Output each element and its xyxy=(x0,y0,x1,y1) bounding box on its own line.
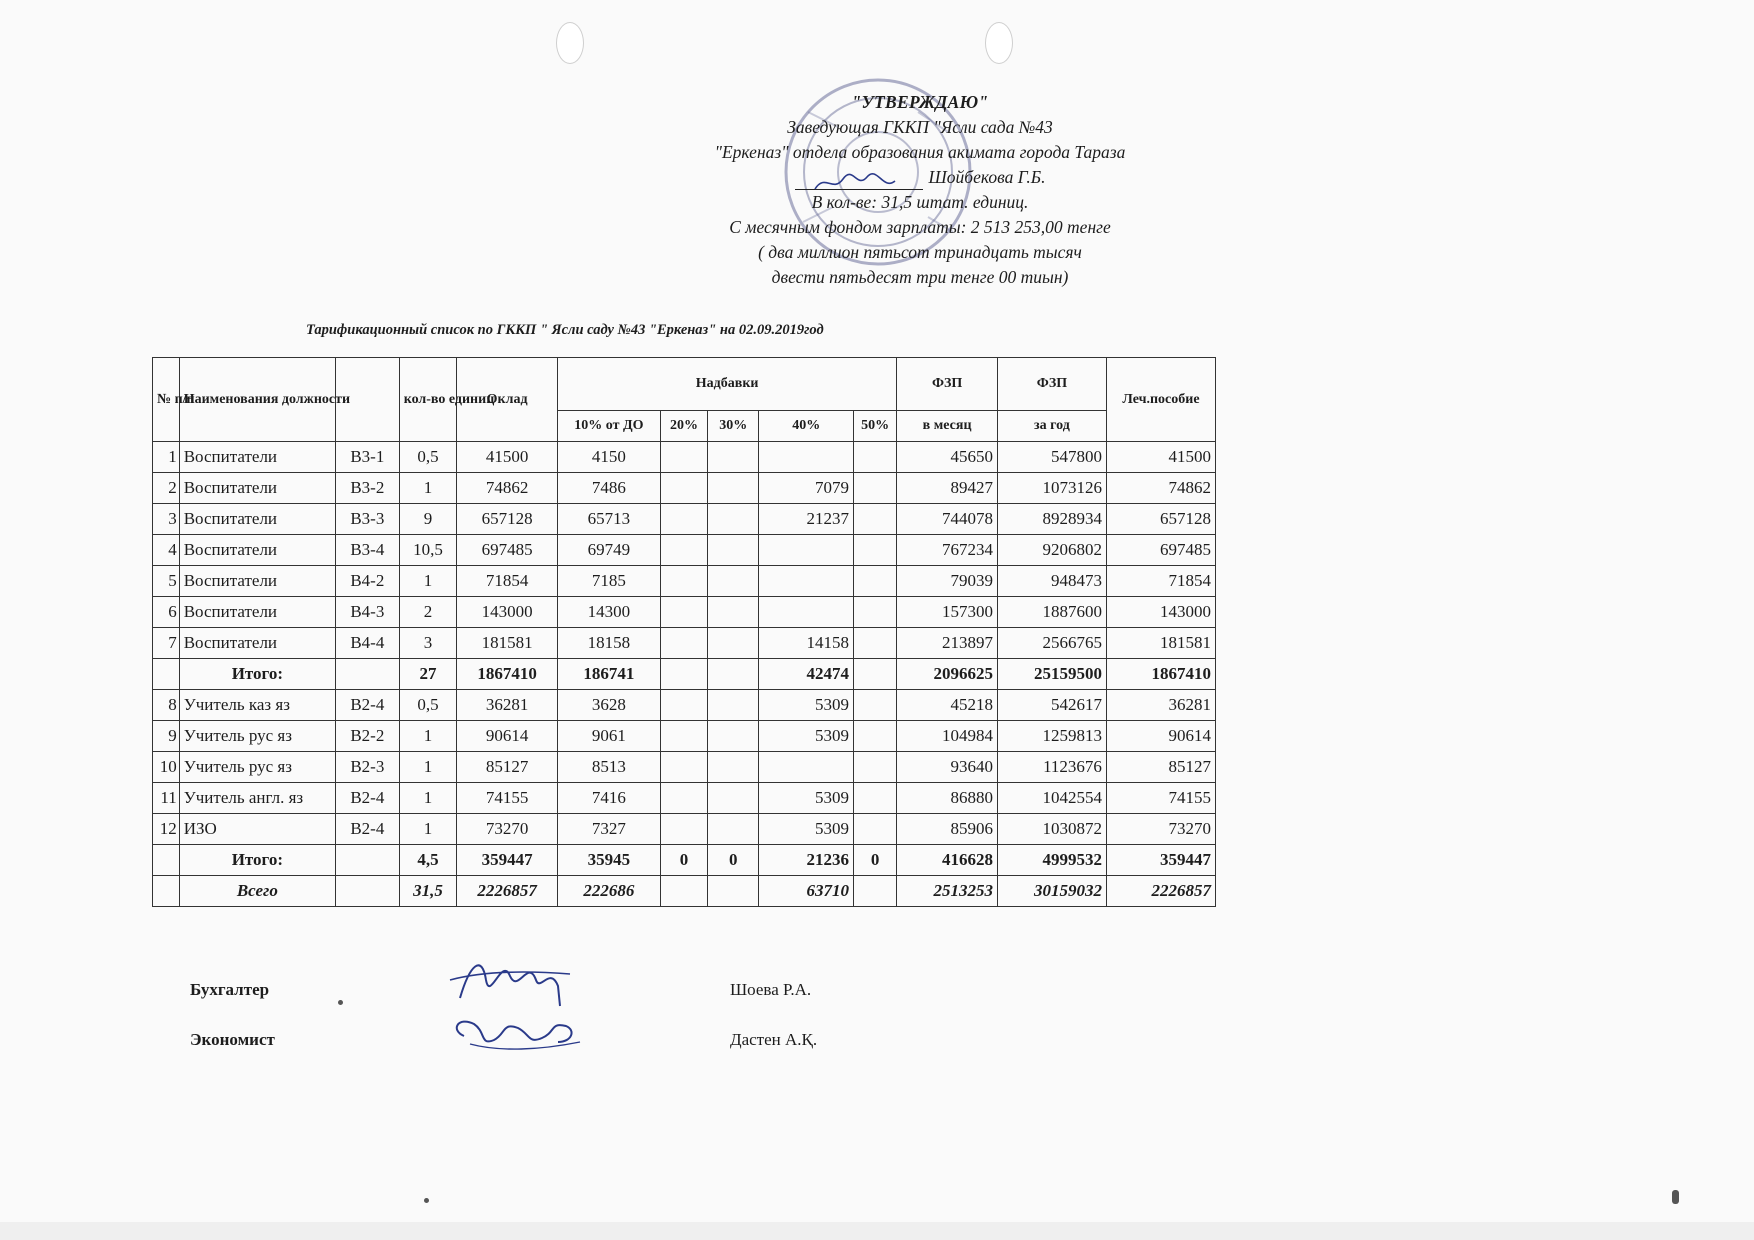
cell-total-salary: 2226857 xyxy=(457,876,558,907)
signature-role-economist: Экономист xyxy=(190,1030,275,1049)
director-signature-icon xyxy=(795,171,923,193)
cell-salary: 71854 xyxy=(457,566,558,597)
table-row xyxy=(153,442,1216,473)
cell-total-a20: 0 xyxy=(660,845,707,876)
cell-a10: 7486 xyxy=(558,473,661,504)
header-a50: 50% xyxy=(854,411,897,442)
cell-a20 xyxy=(660,752,707,783)
cell-sick: 181581 xyxy=(1106,628,1215,659)
cell-fzp-month: 767234 xyxy=(897,535,998,566)
cell-n: 5 xyxy=(153,566,180,597)
grand-total-row xyxy=(153,876,1216,907)
cell-sick: 74862 xyxy=(1106,473,1215,504)
cell-total-a30 xyxy=(708,659,759,690)
cell-a10: 18158 xyxy=(558,628,661,659)
header-fzp-month-sub: в месяц xyxy=(897,411,998,442)
cell-a40: 21237 xyxy=(759,504,854,535)
table-row xyxy=(153,473,1216,504)
document-title: Тарификационный список по ГККП " Ясли саду №43 "Еркеназ" на 02.09.2019год xyxy=(306,322,824,338)
header-a10: 10% от ДО xyxy=(558,411,661,442)
cell-a50 xyxy=(854,535,897,566)
scan-speck xyxy=(424,1198,429,1203)
cell-a10: 3628 xyxy=(558,690,661,721)
cell-salary: 90614 xyxy=(457,721,558,752)
header-fzp-month: ФЗП xyxy=(897,358,998,411)
cell-fzp-month: 45218 xyxy=(897,690,998,721)
header-allowances: Надбавки xyxy=(558,358,897,411)
cell-a10: 14300 xyxy=(558,597,661,628)
cell-qty: 9 xyxy=(399,504,457,535)
cell-total-sick: 359447 xyxy=(1106,845,1215,876)
cell-a50 xyxy=(854,628,897,659)
cell-n: 1 xyxy=(153,442,180,473)
cell-n: 7 xyxy=(153,628,180,659)
cell-grade: В3-1 xyxy=(335,442,399,473)
cell-qty: 1 xyxy=(399,566,457,597)
cell-fzp-month: 104984 xyxy=(897,721,998,752)
cell-a20 xyxy=(660,628,707,659)
cell-a40 xyxy=(759,442,854,473)
cell-sick: 143000 xyxy=(1106,597,1215,628)
cell-salary: 41500 xyxy=(457,442,558,473)
cell-total-a10: 186741 xyxy=(558,659,661,690)
cell-salary: 657128 xyxy=(457,504,558,535)
cell-total-a50 xyxy=(854,876,897,907)
cell-grade: В4-2 xyxy=(335,566,399,597)
cell-total-salary: 359447 xyxy=(457,845,558,876)
cell-total-label: Всего xyxy=(179,876,335,907)
signature-role-accountant: Бухгалтер xyxy=(190,980,270,999)
cell-a30 xyxy=(708,752,759,783)
cell-qty: 3 xyxy=(399,628,457,659)
cell-total-a40: 63710 xyxy=(759,876,854,907)
cell-total-grade xyxy=(335,845,399,876)
cell-position: Учитель каз яз xyxy=(179,690,335,721)
cell-n: 11 xyxy=(153,783,180,814)
header-salary: Оклад xyxy=(457,358,558,442)
cell-total-qty: 27 xyxy=(399,659,457,690)
header-qty: кол-во единиц xyxy=(399,358,457,442)
cell-salary: 73270 xyxy=(457,814,558,845)
cell-position: Учитель рус яз xyxy=(179,752,335,783)
cell-total-fzp-month: 416628 xyxy=(897,845,998,876)
header-a20: 20% xyxy=(660,411,707,442)
approval-title: "УТВЕРЖДАЮ" xyxy=(851,92,989,112)
table-row xyxy=(153,690,1216,721)
cell-grade: В2-3 xyxy=(335,752,399,783)
cell-a40: 5309 xyxy=(759,721,854,752)
cell-blank xyxy=(153,876,180,907)
cell-sick: 85127 xyxy=(1106,752,1215,783)
cell-salary: 85127 xyxy=(457,752,558,783)
header-fzp-year: ФЗП xyxy=(997,358,1106,411)
cell-fzp-month: 89427 xyxy=(897,473,998,504)
cell-a10: 9061 xyxy=(558,721,661,752)
cell-qty: 1 xyxy=(399,721,457,752)
cell-salary: 181581 xyxy=(457,628,558,659)
cell-grade: В2-4 xyxy=(335,783,399,814)
header-a40: 40% xyxy=(759,411,854,442)
cell-grade: В2-2 xyxy=(335,721,399,752)
cell-total-qty: 4,5 xyxy=(399,845,457,876)
cell-sick: 73270 xyxy=(1106,814,1215,845)
cell-fzp-year: 948473 xyxy=(997,566,1106,597)
cell-fzp-month: 45650 xyxy=(897,442,998,473)
cell-a20 xyxy=(660,814,707,845)
signatures-block xyxy=(190,980,950,1080)
cell-n: 2 xyxy=(153,473,180,504)
cell-salary: 697485 xyxy=(457,535,558,566)
cell-a50 xyxy=(854,721,897,752)
subtotal-row xyxy=(153,659,1216,690)
header-a30: 30% xyxy=(708,411,759,442)
approval-signature-line xyxy=(600,165,1240,190)
cell-a10: 8513 xyxy=(558,752,661,783)
cell-a30 xyxy=(708,473,759,504)
cell-fzp-year: 1030872 xyxy=(997,814,1106,845)
cell-a10: 7327 xyxy=(558,814,661,845)
cell-sick: 71854 xyxy=(1106,566,1215,597)
cell-grade: В2-4 xyxy=(335,814,399,845)
cell-qty: 1 xyxy=(399,473,457,504)
table-row xyxy=(153,535,1216,566)
cell-fzp-year: 1259813 xyxy=(997,721,1106,752)
table-row xyxy=(153,504,1216,535)
cell-n: 10 xyxy=(153,752,180,783)
cell-a40 xyxy=(759,566,854,597)
cell-sick: 90614 xyxy=(1106,721,1215,752)
cell-sick: 697485 xyxy=(1106,535,1215,566)
economist-signature-icon xyxy=(440,996,610,1060)
cell-total-a50 xyxy=(854,659,897,690)
cell-qty: 1 xyxy=(399,783,457,814)
cell-a50 xyxy=(854,690,897,721)
approval-line-5: С месячным фондом зарплаты: 2 513 253,00 тенге xyxy=(729,217,1111,237)
cell-a30 xyxy=(708,690,759,721)
cell-a20 xyxy=(660,535,707,566)
signature-person-economist: Дастен А.Қ. xyxy=(730,1030,818,1049)
punch-hole-left xyxy=(556,22,584,64)
cell-position: Воспитатели xyxy=(179,597,335,628)
cell-qty: 1 xyxy=(399,814,457,845)
approval-block xyxy=(600,90,1240,290)
cell-a20 xyxy=(660,597,707,628)
subtotal-row xyxy=(153,845,1216,876)
tarif-table xyxy=(152,357,1216,907)
cell-qty: 10,5 xyxy=(399,535,457,566)
cell-blank xyxy=(153,659,180,690)
cell-a50 xyxy=(854,504,897,535)
approval-signer: Шойбекова Г.Б. xyxy=(928,167,1046,187)
cell-fzp-year: 547800 xyxy=(997,442,1106,473)
cell-grade: В4-3 xyxy=(335,597,399,628)
table-row xyxy=(153,566,1216,597)
cell-n: 4 xyxy=(153,535,180,566)
table-row xyxy=(153,597,1216,628)
cell-total-sick: 1867410 xyxy=(1106,659,1215,690)
cell-a20 xyxy=(660,721,707,752)
scan-bottom-strip xyxy=(0,1222,1754,1240)
cell-a30 xyxy=(708,566,759,597)
cell-position: Воспитатели xyxy=(179,566,335,597)
cell-position: Воспитатели xyxy=(179,535,335,566)
cell-fzp-year: 1042554 xyxy=(997,783,1106,814)
cell-a40 xyxy=(759,535,854,566)
cell-grade: В2-4 xyxy=(335,690,399,721)
cell-a40: 5309 xyxy=(759,814,854,845)
cell-fzp-month: 157300 xyxy=(897,597,998,628)
cell-total-sick: 2226857 xyxy=(1106,876,1215,907)
cell-n: 8 xyxy=(153,690,180,721)
cell-n: 3 xyxy=(153,504,180,535)
header-num: № п/п xyxy=(153,358,180,442)
cell-qty: 0,5 xyxy=(399,442,457,473)
cell-a50 xyxy=(854,566,897,597)
signature-person-accountant: Шоева Р.А. xyxy=(730,980,812,999)
cell-a20 xyxy=(660,442,707,473)
approval-line-4: В кол-ве: 31,5 штат. единиц. xyxy=(811,192,1029,212)
cell-fzp-year: 1887600 xyxy=(997,597,1106,628)
cell-total-fzp-month: 2513253 xyxy=(897,876,998,907)
cell-a30 xyxy=(708,442,759,473)
cell-a40 xyxy=(759,752,854,783)
cell-a30 xyxy=(708,504,759,535)
cell-fzp-month: 93640 xyxy=(897,752,998,783)
cell-a30 xyxy=(708,783,759,814)
cell-fzp-year: 542617 xyxy=(997,690,1106,721)
cell-total-a50: 0 xyxy=(854,845,897,876)
signature-row-economist xyxy=(190,1030,950,1080)
cell-total-a10: 35945 xyxy=(558,845,661,876)
cell-a40: 5309 xyxy=(759,690,854,721)
cell-a20 xyxy=(660,690,707,721)
cell-fzp-month: 744078 xyxy=(897,504,998,535)
approval-line-1: Заведующая ГККП "Ясли сада №43 xyxy=(787,117,1053,137)
signature-blank xyxy=(795,171,923,190)
cell-qty: 1 xyxy=(399,752,457,783)
cell-grade: В3-3 xyxy=(335,504,399,535)
cell-a10: 69749 xyxy=(558,535,661,566)
scan-speck xyxy=(1672,1190,1679,1204)
header-sick-benefit: Леч.пособие xyxy=(1106,358,1215,442)
cell-fzp-year: 9206802 xyxy=(997,535,1106,566)
cell-total-a20 xyxy=(660,876,707,907)
punch-hole-right xyxy=(985,22,1013,64)
cell-fzp-month: 79039 xyxy=(897,566,998,597)
cell-total-salary: 1867410 xyxy=(457,659,558,690)
scan-speck xyxy=(338,1000,343,1005)
cell-total-a40: 21236 xyxy=(759,845,854,876)
cell-total-grade xyxy=(335,659,399,690)
cell-salary: 74155 xyxy=(457,783,558,814)
table-row xyxy=(153,814,1216,845)
cell-total-fzp-month: 2096625 xyxy=(897,659,998,690)
cell-a50 xyxy=(854,442,897,473)
cell-a10: 4150 xyxy=(558,442,661,473)
cell-a50 xyxy=(854,783,897,814)
cell-fzp-month: 85906 xyxy=(897,814,998,845)
cell-a50 xyxy=(854,752,897,783)
cell-blank xyxy=(153,845,180,876)
cell-position: Воспитатели xyxy=(179,628,335,659)
cell-a20 xyxy=(660,504,707,535)
cell-grade: В3-4 xyxy=(335,535,399,566)
cell-a30 xyxy=(708,597,759,628)
approval-line-2: "Еркеназ" отдела образования акимата города Тараза xyxy=(714,142,1126,162)
cell-fzp-year: 1123676 xyxy=(997,752,1106,783)
cell-a10: 7416 xyxy=(558,783,661,814)
cell-a30 xyxy=(708,814,759,845)
cell-total-label: Итого: xyxy=(179,845,335,876)
cell-fzp-month: 86880 xyxy=(897,783,998,814)
header-position: Наименования должности xyxy=(179,358,335,442)
cell-position: Воспитатели xyxy=(179,442,335,473)
cell-a20 xyxy=(660,473,707,504)
cell-total-a30: 0 xyxy=(708,845,759,876)
cell-sick: 36281 xyxy=(1106,690,1215,721)
cell-position: Учитель рус яз xyxy=(179,721,335,752)
cell-total-label: Итого: xyxy=(179,659,335,690)
cell-a50 xyxy=(854,597,897,628)
cell-n: 9 xyxy=(153,721,180,752)
cell-fzp-year: 1073126 xyxy=(997,473,1106,504)
cell-a30 xyxy=(708,628,759,659)
cell-total-a40: 42474 xyxy=(759,659,854,690)
approval-line-7: двести пятьдесят три тенге 00 тиын) xyxy=(771,267,1069,287)
cell-a40: 7079 xyxy=(759,473,854,504)
cell-position: ИЗО xyxy=(179,814,335,845)
cell-salary: 36281 xyxy=(457,690,558,721)
cell-a20 xyxy=(660,566,707,597)
table-row xyxy=(153,721,1216,752)
cell-sick: 657128 xyxy=(1106,504,1215,535)
table-row xyxy=(153,783,1216,814)
cell-a40 xyxy=(759,597,854,628)
cell-total-a10: 222686 xyxy=(558,876,661,907)
table-body xyxy=(153,442,1216,907)
cell-sick: 41500 xyxy=(1106,442,1215,473)
cell-n: 6 xyxy=(153,597,180,628)
cell-a40: 5309 xyxy=(759,783,854,814)
cell-a50 xyxy=(854,473,897,504)
cell-grade: В4-4 xyxy=(335,628,399,659)
cell-a50 xyxy=(854,814,897,845)
cell-qty: 0,5 xyxy=(399,690,457,721)
cell-a10: 65713 xyxy=(558,504,661,535)
cell-salary: 74862 xyxy=(457,473,558,504)
cell-fzp-year: 8928934 xyxy=(997,504,1106,535)
cell-fzp-month: 213897 xyxy=(897,628,998,659)
cell-fzp-year: 2566765 xyxy=(997,628,1106,659)
cell-sick: 74155 xyxy=(1106,783,1215,814)
cell-salary: 143000 xyxy=(457,597,558,628)
cell-total-a30 xyxy=(708,876,759,907)
cell-a20 xyxy=(660,783,707,814)
table-row xyxy=(153,752,1216,783)
cell-n: 12 xyxy=(153,814,180,845)
cell-total-fzp-year: 4999532 xyxy=(997,845,1106,876)
cell-a40: 14158 xyxy=(759,628,854,659)
cell-total-qty: 31,5 xyxy=(399,876,457,907)
cell-position: Учитель англ. яз xyxy=(179,783,335,814)
cell-position: Воспитатели xyxy=(179,504,335,535)
cell-a10: 7185 xyxy=(558,566,661,597)
cell-position: Воспитатели xyxy=(179,473,335,504)
cell-a30 xyxy=(708,721,759,752)
cell-grade: В3-2 xyxy=(335,473,399,504)
table-row xyxy=(153,628,1216,659)
cell-total-fzp-year: 25159500 xyxy=(997,659,1106,690)
approval-line-6: ( два миллион пятьсот тринадцать тысяч xyxy=(758,242,1082,262)
cell-total-fzp-year: 30159032 xyxy=(997,876,1106,907)
cell-total-grade xyxy=(335,876,399,907)
cell-qty: 2 xyxy=(399,597,457,628)
header-fzp-year-sub: за год xyxy=(997,411,1106,442)
cell-total-a20 xyxy=(660,659,707,690)
cell-a30 xyxy=(708,535,759,566)
